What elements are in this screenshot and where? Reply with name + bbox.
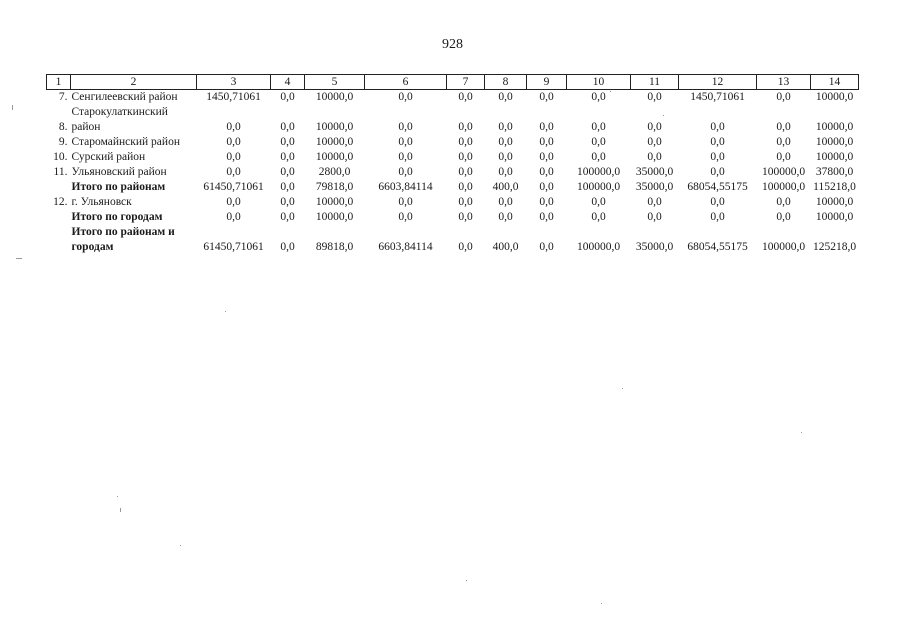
cell-value: 0,0 — [458, 181, 473, 193]
cell-value: 400,0 — [492, 241, 519, 253]
row-number: 11. — [53, 166, 68, 178]
cell-value: 0,0 — [710, 196, 725, 208]
cell-value: 35000,0 — [635, 181, 674, 193]
cell-value: 0,0 — [710, 151, 725, 163]
table-row — [47, 165, 859, 180]
cell-value: 0,0 — [498, 166, 513, 178]
cell-value: 0,0 — [710, 166, 725, 178]
cell-value: 0,0 — [539, 241, 554, 253]
column-header-11: 11 — [631, 75, 679, 90]
cell-value: 400,0 — [492, 181, 519, 193]
row-number: 12. — [53, 196, 68, 208]
column-header-13: 13 — [757, 75, 811, 90]
row-number: 7. — [58, 91, 68, 103]
column-header-14: 14 — [811, 75, 859, 90]
cell-value: 0,0 — [710, 211, 725, 223]
cell-value: 37800,0 — [815, 166, 854, 178]
cell-value: 0,0 — [498, 136, 513, 148]
cell-value: 0,0 — [498, 211, 513, 223]
cell-value: 0,0 — [591, 136, 606, 148]
cell-value: 100000,0 — [576, 241, 621, 253]
row-number — [47, 225, 71, 255]
cell-value: 61450,71061 — [203, 241, 264, 253]
column-header-1: 1 — [47, 75, 71, 90]
cell-value: 0,0 — [539, 136, 554, 148]
column-header-3: 3 — [197, 75, 271, 90]
column-header-10: 10 — [567, 75, 631, 90]
cell-value: 0,0 — [458, 241, 473, 253]
cell-value: 100000,0 — [576, 166, 621, 178]
table-row — [47, 135, 859, 150]
cell-value: 0,0 — [280, 181, 295, 193]
cell-value: 0,0 — [226, 136, 241, 148]
scan-speck — [117, 496, 118, 497]
row-label: Итого по городам — [71, 211, 163, 223]
cell-value: 10000,0 — [315, 121, 354, 133]
cell-value: 0,0 — [539, 211, 554, 223]
cell-value: 0,0 — [591, 196, 606, 208]
column-header-2: 2 — [71, 75, 197, 90]
cell-value: 35000,0 — [635, 241, 674, 253]
page-number: 928 — [442, 37, 463, 52]
total-row — [47, 180, 859, 195]
cell-value: 10000,0 — [315, 196, 354, 208]
cell-value: 89818,0 — [315, 241, 354, 253]
cell-value: 6603,84114 — [378, 181, 433, 193]
cell-value: 0,0 — [226, 196, 241, 208]
cell-value: 0,0 — [458, 151, 473, 163]
row-number: 8. — [58, 121, 68, 133]
cell-value: 0,0 — [398, 136, 413, 148]
cell-value: 0,0 — [647, 136, 662, 148]
scan-speck — [12, 105, 13, 110]
cell-value: 0,0 — [539, 121, 554, 133]
scan-speck — [801, 432, 802, 433]
table-row — [47, 150, 859, 165]
cell-value: 0,0 — [539, 166, 554, 178]
cell-value: 0,0 — [647, 211, 662, 223]
cell-value: 68054,55175 — [687, 181, 748, 193]
cell-value: 0,0 — [280, 196, 295, 208]
cell-value: 0,0 — [776, 91, 791, 103]
row-number — [47, 180, 71, 195]
cell-value: 0,0 — [776, 136, 791, 148]
total-row — [47, 210, 859, 225]
cell-value: 0,0 — [539, 151, 554, 163]
scan-speck — [120, 508, 121, 512]
cell-value: 0,0 — [280, 121, 295, 133]
cell-value: 0,0 — [458, 196, 473, 208]
table-row — [47, 105, 859, 135]
cell-value: 6603,84114 — [378, 241, 433, 253]
cell-value: 100000,0 — [761, 181, 806, 193]
cell-value: 2800,0 — [318, 166, 351, 178]
cell-value: 0,0 — [226, 211, 241, 223]
cell-value: 0,0 — [398, 211, 413, 223]
cell-value: 0,0 — [776, 211, 791, 223]
cell-value: 0,0 — [398, 166, 413, 178]
cell-value: 100000,0 — [576, 181, 621, 193]
row-number — [47, 210, 71, 225]
cell-value: 0,0 — [280, 136, 295, 148]
cell-value: 100000,0 — [761, 241, 806, 253]
cell-value: 10000,0 — [815, 211, 854, 223]
cell-value: 0,0 — [498, 91, 513, 103]
row-label: Сенгилеевский район — [71, 91, 178, 103]
cell-value: 0,0 — [591, 211, 606, 223]
cell-value: 0,0 — [280, 211, 295, 223]
cell-value: 0,0 — [647, 121, 662, 133]
cell-value: 61450,71061 — [203, 181, 264, 193]
scan-speck — [622, 388, 623, 389]
scan-speck — [610, 91, 611, 92]
column-header-7: 7 — [447, 75, 485, 90]
row-label: Итого по районам — [71, 181, 166, 193]
cell-value: 10000,0 — [315, 211, 354, 223]
cell-value: 10000,0 — [815, 136, 854, 148]
scan-speck — [180, 545, 181, 546]
cell-value: 0,0 — [498, 151, 513, 163]
cell-value: 10000,0 — [815, 196, 854, 208]
cell-value: 10000,0 — [815, 91, 854, 103]
cell-value: 0,0 — [647, 151, 662, 163]
cell-value: 0,0 — [647, 91, 662, 103]
cell-value: 35000,0 — [635, 166, 674, 178]
cell-value: 0,0 — [280, 241, 295, 253]
cell-value: 0,0 — [398, 196, 413, 208]
table-row — [47, 195, 859, 210]
cell-value: 0,0 — [398, 91, 413, 103]
cell-value: 68054,55175 — [687, 241, 748, 253]
cell-value: 0,0 — [710, 136, 725, 148]
column-header-12: 12 — [679, 75, 757, 90]
column-header-8: 8 — [485, 75, 527, 90]
cell-value: 115218,0 — [813, 181, 856, 193]
cell-value: 0,0 — [226, 151, 241, 163]
cell-value: 0,0 — [776, 151, 791, 163]
cell-value: 0,0 — [591, 151, 606, 163]
cell-value: 0,0 — [539, 181, 554, 193]
column-header-4: 4 — [271, 75, 305, 90]
cell-value: 1450,71061 — [206, 91, 261, 103]
table-body — [47, 90, 859, 256]
total-row — [47, 225, 859, 255]
cell-value: 0,0 — [776, 196, 791, 208]
cell-value: 0,0 — [458, 91, 473, 103]
cell-value: 0,0 — [458, 121, 473, 133]
row-label: Итого по районам и городам — [71, 226, 175, 253]
cell-value: 0,0 — [280, 166, 295, 178]
cell-value: 0,0 — [591, 121, 606, 133]
cell-value: 10000,0 — [815, 121, 854, 133]
row-label: Сурский район — [71, 151, 146, 163]
column-header-5: 5 — [305, 75, 365, 90]
cell-value: 100000,0 — [761, 166, 806, 178]
cell-value: 0,0 — [398, 151, 413, 163]
cell-value: 0,0 — [280, 91, 295, 103]
scan-speck — [225, 311, 226, 312]
cell-value: 10000,0 — [315, 91, 354, 103]
cell-value: 0,0 — [776, 121, 791, 133]
cell-value: 125218,0 — [812, 241, 857, 253]
cell-value: 0,0 — [398, 121, 413, 133]
cell-value: 0,0 — [280, 151, 295, 163]
cell-value: 10000,0 — [315, 136, 354, 148]
cell-value: 0,0 — [591, 91, 606, 103]
cell-value: 0,0 — [498, 196, 513, 208]
table-row — [47, 90, 859, 106]
row-label: Старокулаткинский район — [71, 106, 168, 133]
cell-value: 10000,0 — [315, 151, 354, 163]
cell-value: 79818,0 — [315, 181, 354, 193]
cell-value: 0,0 — [539, 196, 554, 208]
cell-value: 1450,71061 — [690, 91, 745, 103]
header-row — [47, 75, 859, 90]
cell-value: 0,0 — [498, 121, 513, 133]
cell-value: 0,0 — [226, 166, 241, 178]
cell-value: 0,0 — [458, 211, 473, 223]
row-label: Ульяновский район — [71, 166, 167, 178]
scan-speck — [466, 580, 467, 581]
cell-value: 0,0 — [647, 196, 662, 208]
row-number: 10. — [53, 151, 68, 163]
scan-speck — [663, 115, 664, 116]
cell-value: 10000,0 — [815, 151, 854, 163]
column-header-6: 6 — [365, 75, 447, 90]
column-header-9: 9 — [527, 75, 567, 90]
cell-value: 0,0 — [458, 166, 473, 178]
cell-value: 0,0 — [710, 121, 725, 133]
cell-value: 0,0 — [458, 136, 473, 148]
row-label: г. Ульяновск — [71, 196, 132, 208]
cell-value: 0,0 — [539, 91, 554, 103]
row-label: Старомайнский район — [71, 136, 180, 148]
scan-speck — [16, 258, 22, 259]
cell-value: 0,0 — [226, 121, 241, 133]
scan-speck — [601, 603, 602, 604]
row-number: 9. — [58, 136, 68, 148]
budget-table — [46, 74, 859, 255]
